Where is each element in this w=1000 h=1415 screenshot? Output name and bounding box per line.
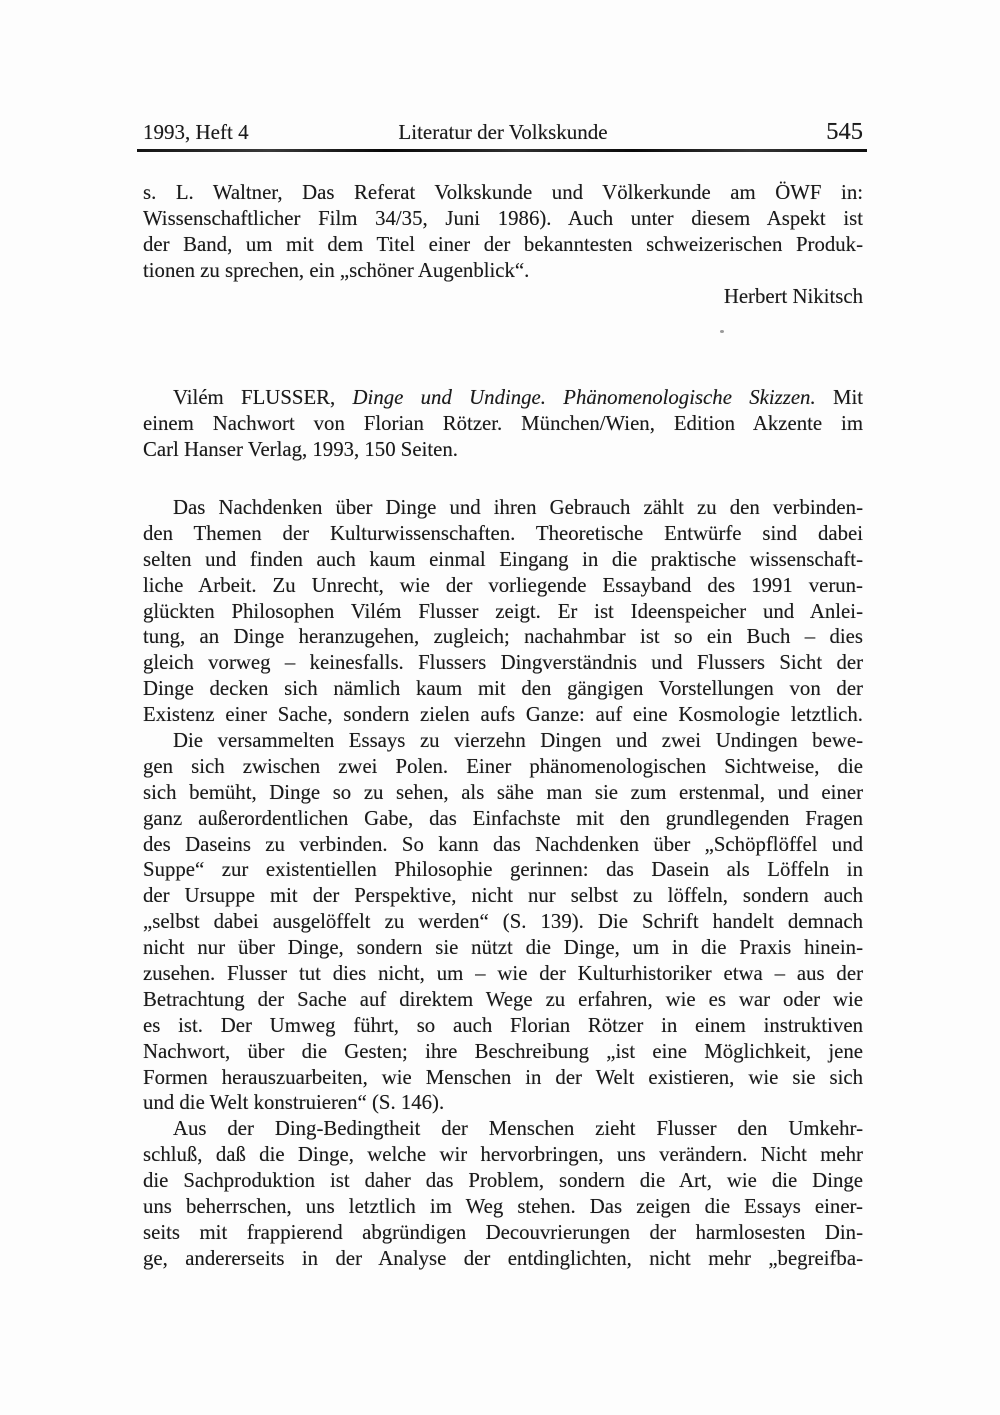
previous-review-continuation xyxy=(143,180,863,284)
review-paragraph-1-line: glückten Philosophen Vilém Flusser zeigt. Er ist Ideenspeicher und Anlei- xyxy=(143,599,863,623)
header-page-number: 545 xyxy=(826,118,863,145)
previous-review-line: s. L. Waltner, Das Referat Volkskunde und Völkerkunde am ÖWF in: xyxy=(143,181,863,204)
citation-title: Dinge und Undinge. Phänomenologische Skizzen. xyxy=(352,386,816,409)
citation-line-1 xyxy=(143,385,863,411)
review-paragraph-2-line: es ist. Der Umweg führt, so auch Florian Rötzer in einem instruktiven xyxy=(143,1013,863,1037)
review-paragraph-1-line: selten und finden auch kaum einmal Eingang in die praktische wissenschaft- xyxy=(143,547,863,571)
review-paragraph-1-line: liche Arbeit. Zu Unrecht, wie der vorliegende Essayband des 1991 verun- xyxy=(143,573,863,597)
review-paragraph-2-line: des Daseins zu verbinden. So kann das Nachdenken über „Schöpflöffel und xyxy=(143,832,863,856)
citation-line-3: Carl Hanser Verlag, 1993, 150 Seiten. xyxy=(143,437,458,461)
review-paragraph-2-line: zusehen. Flusser tut dies nicht, um – wie der Kulturhistoriker etwa – aus der xyxy=(143,962,863,986)
previous-review-line: der Band, um mit dem Titel einer der bekanntesten schweizerischen Produk- xyxy=(143,232,863,256)
scan-speck xyxy=(720,330,724,333)
review-paragraph-2-line: der Ursuppe mit der Perspektive, nicht nur selbst zu löffeln, sondern auch xyxy=(143,884,863,908)
review-paragraph-3-line: Aus der Ding-Bedingtheit der Menschen zieht Flusser den Umkehr- xyxy=(173,1117,863,1141)
review-paragraph-3-line: uns beherrschen, uns letztlich im Weg stehen. Das zeigen die Essays einer- xyxy=(143,1195,863,1219)
reviewer-name: Herbert Nikitsch xyxy=(723,285,863,308)
header-journal-title: Literatur der Volkskunde xyxy=(398,120,608,144)
review-paragraph-2-line: und die Welt konstruieren“ (S. 146). xyxy=(143,1091,445,1115)
page-header xyxy=(143,118,863,146)
review-paragraph-2-line: sich bemüht, Dinge so zu sehen, als sähe man sie zum erstenmal, und einer xyxy=(143,780,863,804)
review-paragraph-2-line: Suppe“ zur existentiellen Philosophie gerinnen: das Dasein als Löffeln in xyxy=(143,858,863,882)
review-paragraph-3-line: die Sachproduktion ist daher das Problem, sondern die Art, wie die Dinge xyxy=(143,1169,863,1193)
reviewer-signature xyxy=(143,284,863,310)
review-paragraph-2-line: Formen herauszuarbeiten, wie Menschen in der Welt existieren, wie sie sich xyxy=(143,1065,863,1089)
review-paragraph-1-line: den Themen der Kulturwissenschaften. Theoretische Entwürfe sind dabei xyxy=(143,521,863,545)
review-paragraph-1 xyxy=(143,495,863,728)
review-paragraph-2 xyxy=(143,728,863,1116)
review-paragraph-2-line: „selbst dabei ausgelöffelt zu werden“ (S. 139). Die Schrift handelt demnach xyxy=(143,910,863,934)
review-body xyxy=(143,495,863,1272)
review-paragraph-1-line: Existenz einer Sache, sondern zielen aufs Ganze: auf eine Kosmologie letztlich. xyxy=(143,703,863,727)
book-citation xyxy=(143,385,863,463)
review-paragraph-1-line: tung, an Dinge heranzugehen, zugleich; nachahmbar ist so ein Buch – dies xyxy=(143,625,863,649)
citation-author: Vilém FLUSSER, xyxy=(173,386,353,409)
review-paragraph-2-line: Betrachtung der Sache auf direktem Wege zu erfahren, wie es war oder wie xyxy=(143,987,863,1011)
previous-review-line: Wissenschaftlicher Film 34/35, Juni 1986). Auch unter diesem Aspekt ist xyxy=(143,206,863,230)
review-paragraph-3 xyxy=(143,1116,863,1271)
review-paragraph-2-line: Nachwort, über die Gesten; ihre Beschreibung „ist eine Möglichkeit, jene xyxy=(143,1039,863,1063)
review-paragraph-1-line: Das Nachdenken über Dinge und ihren Gebrauch zählt zu den verbinden- xyxy=(173,496,863,519)
review-paragraph-1-line: Dinge decken sich nämlich kaum mit den gängigen Vorstellungen von der xyxy=(143,677,863,701)
review-paragraph-2-line: nicht nur über Dinge, sondern sie nützt die Dinge, um in die Praxis hinein- xyxy=(143,936,863,960)
header-rule xyxy=(137,149,867,152)
review-paragraph-3-line: seits mit frappierend abgründigen Decouvrierungen der harmlosesten Din- xyxy=(143,1220,863,1244)
review-paragraph-3-line: schluß, daß die Dinge, welche wir hervorbringen, uns verändern. Nicht mehr xyxy=(143,1143,863,1167)
citation-line-2: einem Nachwort von Florian Rötzer. München/Wien, Edition Akzente im xyxy=(143,411,863,435)
citation-after-title: Mit xyxy=(815,386,864,409)
previous-review-line: tionen zu sprechen, ein „schöner Augenblick“. xyxy=(143,258,530,282)
review-paragraph-1-line: gleich vorweg – keinesfalls. Flussers Dingverständnis und Flussers Sicht der xyxy=(143,651,863,675)
review-paragraph-2-line: gen sich zwischen zwei Polen. Einer phänomenologischen Sichtweise, die xyxy=(143,754,863,778)
review-paragraph-2-line: ganz außerordentlichen Gabe, das Einfachste mit den grundlegenden Fragen xyxy=(143,806,863,830)
review-paragraph-2-line: Die versammelten Essays zu vierzehn Dingen und zwei Undingen bewe- xyxy=(173,729,863,753)
review-paragraph-3-line: ge, andererseits in der Analyse der entdinglichten, nicht mehr „begreifba- xyxy=(143,1246,863,1270)
header-issue: 1993, Heft 4 xyxy=(143,120,249,144)
